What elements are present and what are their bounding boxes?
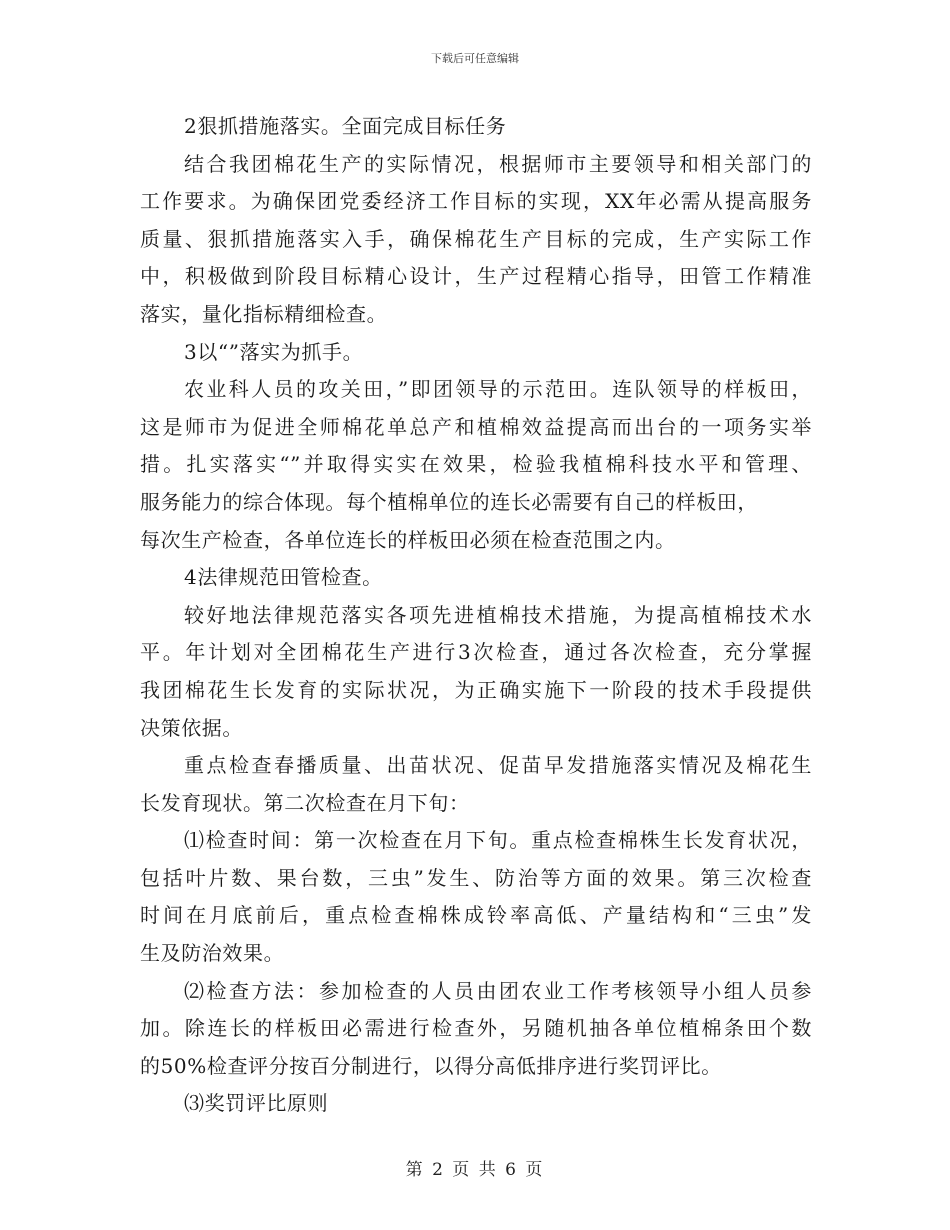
text-line: 服务能力的综合体现。每个植棉单位的连长必需要有自己的样板田， — [140, 489, 758, 514]
text-line: ⑴检查时间：第一次检查在月下旬。重点检查棉株生长发育状况， — [184, 828, 812, 853]
text-line: 落实，量化指标精细检查。 — [140, 301, 388, 326]
text-line: 加。除连长的样板田必需进行检查外，另随机抽各单位植棉条田个数 — [140, 1016, 812, 1041]
text-line: 时间在月底前后，重点检查棉株成铃率高低、产量结构和“三虫”发 — [140, 903, 812, 928]
page-footer: 第 2 页 共 6 页 — [405, 1160, 545, 1180]
text-line: 长发育现状。第二次检查在月下旬： — [140, 790, 470, 815]
text-line: 重点检查春播质量、出苗状况、促苗早发措施落实情况及棉花生 — [184, 753, 812, 778]
text-line: 3以“”落实为抓手。 — [184, 339, 364, 364]
header-note: 下载后可任意编辑 — [431, 52, 519, 65]
document-body — [140, 108, 812, 1123]
text-line: 工作要求。为确保团党委经济工作目标的实现，XX年必需从提高服务 — [140, 189, 812, 214]
text-line: 质量、狠抓措施落实入手，确保棉花生产目标的完成，生产实际工作 — [140, 226, 812, 251]
text-line: 4法律规范田管检查。 — [184, 565, 383, 590]
text-line: 每次生产检查，各单位连长的样板田必须在检查范围之内。 — [140, 527, 676, 552]
text-line: 平。年计划对全团棉花生产进行3次检查，通过各次检查，充分掌握 — [140, 640, 812, 665]
text-line: 结合我团棉花生产的实际情况，根据师市主要领导和相关部门的 — [184, 151, 812, 176]
text-line: ⑶奖罚评比原则 — [184, 1091, 329, 1116]
text-line: 生及防治效果。 — [140, 941, 285, 966]
text-line: 我团棉花生长发育的实际状况，为正确实施下一阶段的技术手段提供 — [140, 677, 812, 702]
text-line: 中，积极做到阶段目标精心设计，生产过程精心指导，田管工作精准 — [140, 264, 812, 289]
text-line: 2狠抓措施落实。全面完成目标任务 — [184, 114, 507, 138]
text-line: 措。扎实落实“”并取得实实在效果，检验我植棉科技水平和管理、 — [140, 452, 812, 477]
text-line: 这是师市为促进全师棉花单总产和植棉效益提高而出台的一项务实举 — [140, 414, 812, 439]
text-line: 农业科人员的攻关田，”即团领导的示范田。连队领导的样板田， — [184, 377, 812, 402]
text-line: ⑵检查方法：参加检查的人员由团农业工作考核领导小组人员参 — [184, 978, 812, 1003]
text-line: 较好地法律规范落实各项先进植棉技术措施，为提高植棉技术水 — [184, 602, 812, 627]
text-line: 决策依据。 — [140, 715, 243, 740]
text-line: 包括叶片数、果台数，三虫”发生、防治等方面的效果。第三次检查 — [140, 865, 812, 890]
text-line: 的50%检查评分按百分制进行，以得分高低排序进行奖罚评比。 — [140, 1053, 722, 1078]
